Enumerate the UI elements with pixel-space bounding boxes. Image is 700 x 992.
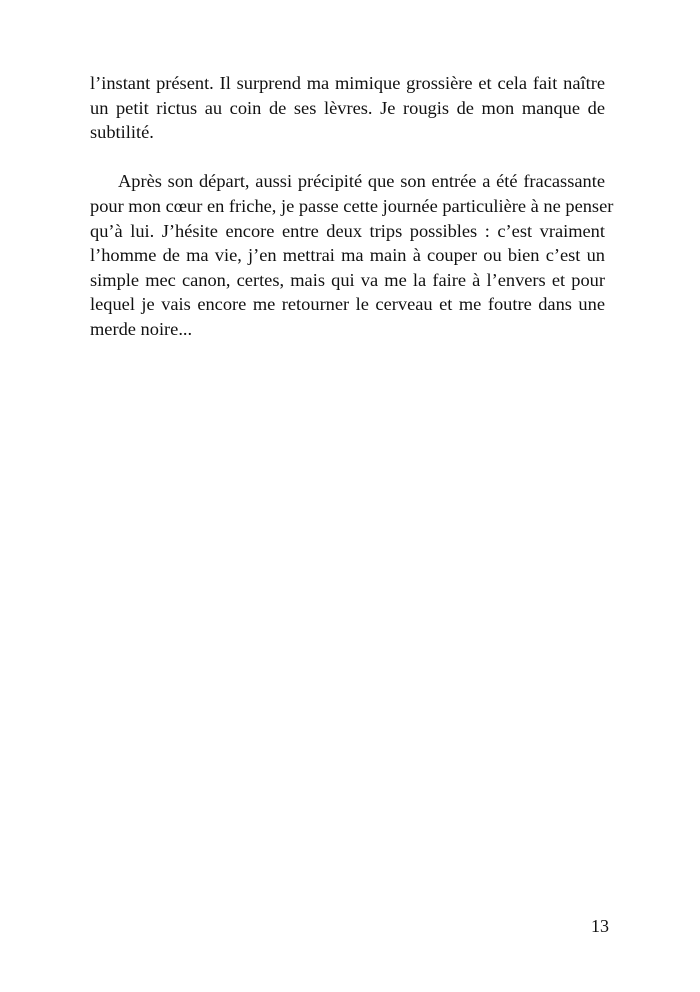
- text-line: l’homme de ma vie, j’en mettrai ma main à couper ou bien c’est un: [90, 245, 605, 266]
- body-text: [90, 71, 614, 342]
- text-line: pour mon cœur en friche, je passe cette journée particulière à ne penser: [90, 195, 614, 216]
- text-line: simple mec canon, certes, mais qui va me la faire à l’envers et pour: [90, 269, 605, 290]
- text-line: un petit rictus au coin de ses lèvres. Je rougis de mon manque de: [90, 97, 605, 118]
- paragraph-spacer: [90, 145, 605, 170]
- text-line: merde noire...: [90, 318, 193, 339]
- text-line: subtilité.: [90, 122, 154, 143]
- text-line: Après son départ, aussi précipité que son entrée a été fracassante: [118, 171, 605, 192]
- text-line: l’instant présent. Il surprend ma mimique grossière et cela fait naître: [90, 73, 605, 93]
- paragraph-2: [90, 169, 614, 341]
- text-line: qu’à lui. J’hésite encore entre deux trips possibles : c’est vraiment: [90, 220, 605, 241]
- page-number: 13: [591, 916, 609, 936]
- text-line: lequel je vais encore me retourner le cerveau et me foutre dans une: [90, 294, 605, 315]
- paragraph-1: [90, 71, 605, 145]
